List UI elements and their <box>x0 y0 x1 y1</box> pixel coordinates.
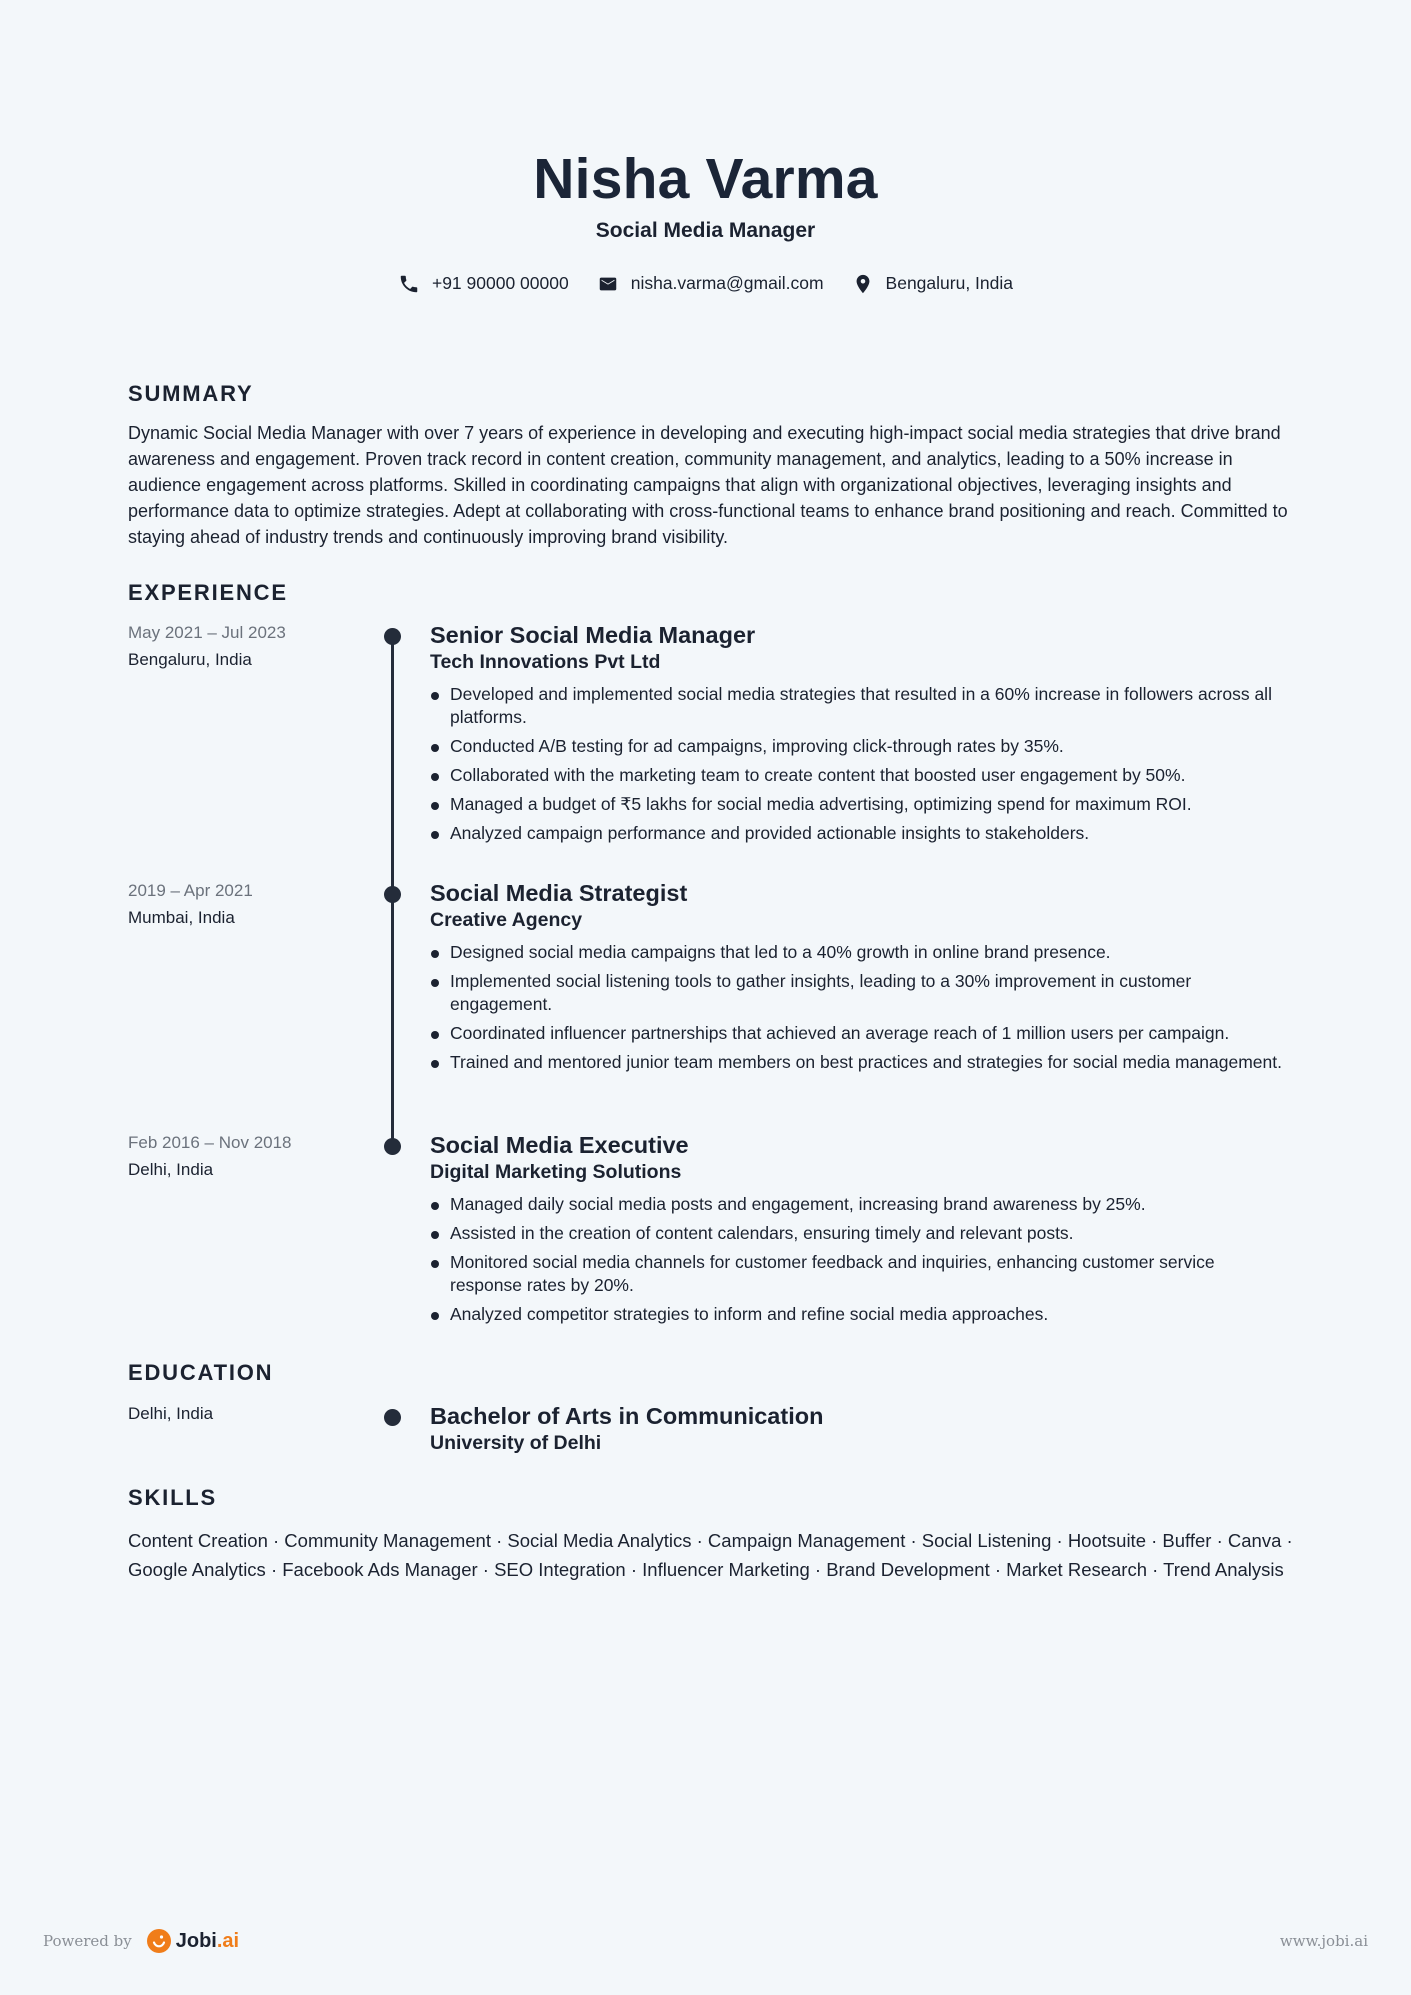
timeline-line <box>391 641 394 899</box>
bullet-icon <box>431 950 439 958</box>
experience-location: Delhi, India <box>128 1160 214 1179</box>
timeline-dot <box>384 1138 401 1155</box>
company-name: Tech Innovations Pvt Ltd <box>430 651 661 673</box>
summary-text: Dynamic Social Media Manager with over 7 years of experience in developing and executing high-impact social media strategies that drive brand awareness and engagement. Proven track record in content creation, community management, and analytics, leading to a 50% increase in audience engagement across platforms. Skilled in coordinating campaigns that align with organizational objectives, leveraging insights and performance data to optimize strategies. Adept at collaborating with cross-functional teams to enhance brand positioning and reach. Committed to staying ahead of industry trends and continuously improving brand visibility. <box>128 423 1288 547</box>
timeline-line <box>391 899 394 1151</box>
bullet-icon <box>431 1031 439 1039</box>
timeline-dot <box>384 1409 401 1426</box>
experience-meta <box>128 1131 378 1182</box>
school-name: University of Delhi <box>430 1432 602 1454</box>
achievement-list <box>430 1193 1290 1326</box>
achievement-item: Coordinated influencer partnerships that achieved an average reach of 1 million users per campaign. <box>430 1022 1290 1045</box>
summary-heading: SUMMARY <box>128 381 254 406</box>
achievement-list <box>430 941 1290 1074</box>
jobi-logo-icon <box>146 1928 172 1954</box>
experience-meta <box>128 621 378 672</box>
bullet-icon <box>431 979 439 987</box>
bullet-icon <box>431 831 439 839</box>
company-name: Creative Agency <box>430 909 583 931</box>
contact-location <box>852 273 1013 295</box>
resume-header <box>0 148 1411 295</box>
powered-by-label: Powered by <box>43 1932 132 1950</box>
contact-bar <box>0 273 1411 295</box>
experience-details <box>430 1131 1290 1332</box>
experience-details <box>430 879 1290 1080</box>
experience-meta <box>128 879 378 930</box>
email-icon <box>597 273 619 295</box>
achievement-item: Managed a budget of ₹5 lakhs for social media advertising, optimizing spend for maximum ROI. <box>430 793 1290 816</box>
company-name: Digital Marketing Solutions <box>430 1161 682 1183</box>
experience-location: Bengaluru, India <box>128 650 252 669</box>
experience-date: May 2021 – Jul 2023 <box>128 623 286 642</box>
experience-details <box>430 621 1290 851</box>
skills-heading: SKILLS <box>128 1485 218 1510</box>
candidate-role: Social Media Manager <box>595 218 816 242</box>
contact-email <box>597 273 824 295</box>
skills-text: Content Creation · Community Management · Social Media Analytics · Campaign Management · Social Listening · Hootsuite · Buffer · Canva · Google Analytics · Facebook Ads Manager · SEO Integration · Influencer Marketing · Brand Development · Market Research · Trend Analysis <box>128 1530 1293 1580</box>
job-title: Social Media Executive <box>430 1132 689 1158</box>
achievement-item: Analyzed campaign performance and provided actionable insights to stakeholders. <box>430 822 1290 845</box>
bullet-icon <box>431 692 439 700</box>
jobi-logo-link[interactable] <box>146 1928 239 1954</box>
education-heading: EDUCATION <box>128 1360 274 1385</box>
experience-date: 2019 – Apr 2021 <box>128 881 253 900</box>
bullet-icon <box>431 1202 439 1210</box>
bullet-icon <box>431 773 439 781</box>
achievement-item: Designed social media campaigns that led to a 40% growth in online brand presence. <box>430 941 1290 964</box>
education-location: Delhi, India <box>128 1404 214 1423</box>
achievement-item: Collaborated with the marketing team to create content that boosted user engagement by 50%. <box>430 764 1290 787</box>
experience-heading: EXPERIENCE <box>128 580 288 605</box>
experience-location: Mumbai, India <box>128 908 235 927</box>
achievement-list <box>430 683 1290 845</box>
website-link[interactable]: www.jobi.ai <box>1279 1932 1368 1950</box>
bullet-icon <box>431 1060 439 1068</box>
phone-text: +91 90000 00000 <box>431 273 569 294</box>
location-pin-icon <box>852 273 874 295</box>
achievement-item: Managed daily social media posts and engagement, increasing brand awareness by 25%. <box>430 1193 1290 1216</box>
bullet-icon <box>431 1231 439 1239</box>
experience-date: Feb 2016 – Nov 2018 <box>128 1133 292 1152</box>
achievement-item: Implemented social listening tools to gather insights, leading to a 30% improvement in customer engagement. <box>430 970 1290 1016</box>
degree-title: Bachelor of Arts in Communication <box>430 1403 824 1429</box>
achievement-item: Monitored social media channels for customer feedback and inquiries, enhancing customer service response rates by 20%. <box>430 1251 1290 1297</box>
achievement-item: Analyzed competitor strategies to inform and refine social media approaches. <box>430 1303 1290 1326</box>
bullet-icon <box>431 802 439 810</box>
bullet-icon <box>431 744 439 752</box>
bullet-icon <box>431 1312 439 1320</box>
achievement-item: Conducted A/B testing for ad campaigns, improving click-through rates by 35%. <box>430 735 1290 758</box>
contact-phone <box>398 273 569 295</box>
footer-branding <box>43 1928 239 1954</box>
achievement-item: Assisted in the creation of content calendars, ensuring timely and relevant posts. <box>430 1222 1290 1245</box>
education-meta <box>128 1402 378 1426</box>
phone-icon <box>398 273 420 295</box>
candidate-name: Nisha Varma <box>533 147 878 211</box>
jobi-logo-text: Jobi.ai <box>175 1929 240 1952</box>
location-text: Bengaluru, India <box>885 273 1014 294</box>
job-title: Social Media Strategist <box>430 880 688 906</box>
achievement-item: Trained and mentored junior team members on best practices and strategies for social media management. <box>430 1051 1290 1074</box>
email-text: nisha.varma@gmail.com <box>630 273 824 294</box>
bullet-icon <box>431 1260 439 1268</box>
achievement-item: Developed and implemented social media strategies that resulted in a 60% increase in followers across all platforms. <box>430 683 1290 729</box>
education-details <box>430 1402 1290 1456</box>
job-title: Senior Social Media Manager <box>430 622 756 648</box>
